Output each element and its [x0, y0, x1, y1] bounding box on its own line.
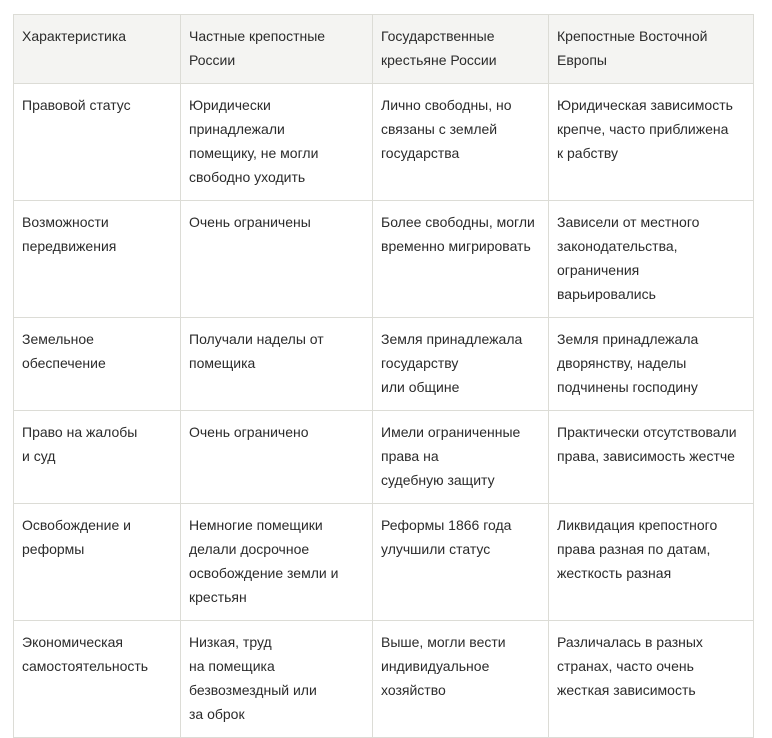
table-cell [373, 621, 549, 738]
table-cell [373, 411, 549, 504]
table-header [14, 15, 754, 84]
table-cell [373, 504, 549, 621]
cell-text: Очень ограничены [189, 214, 311, 230]
cell-text: Зависели от местного законодательства, ограничения варьировались [557, 214, 700, 302]
header-cell [549, 15, 754, 84]
cell-text: Лично свободны, но связаны с землей государства [381, 97, 512, 161]
table-cell [549, 318, 754, 411]
table-cell [14, 84, 181, 201]
table-row [14, 84, 754, 201]
header-cell [14, 15, 181, 84]
cell-text: Имели ограниченные права на судебную защиту [381, 424, 521, 488]
cell-text: Юридическая зависимость крепче, часто приближена к рабству [557, 97, 733, 161]
cell-text: Получали наделы от помещика [189, 331, 324, 371]
header-cell [181, 15, 373, 84]
table-cell [181, 201, 373, 318]
table-row [14, 201, 754, 318]
cell-text: Земля принадлежала государству или общине [381, 331, 523, 395]
table-cell [373, 84, 549, 201]
cell-text: Экономическая самостоятельность [22, 634, 149, 674]
cell-text: Немногие помещики делали досрочное освобождение земли и крестьян [189, 517, 339, 605]
header-text: Частные крепостные России [189, 28, 326, 68]
header-row [14, 15, 754, 84]
cell-text: Выше, могли вести индивидуальное хозяйство [381, 634, 506, 698]
table-cell [549, 621, 754, 738]
cell-text: Правовой статус [22, 97, 131, 113]
cell-text: Практически отсутствовали права, зависимость жестче [557, 424, 737, 464]
comparison-table [13, 14, 754, 738]
table-cell [14, 201, 181, 318]
table-cell [14, 411, 181, 504]
cell-text: Очень ограничено [189, 424, 309, 440]
table-cell [181, 318, 373, 411]
cell-text: Более свободны, могли временно мигрировать [381, 214, 535, 254]
cell-text: Земельное обеспечение [22, 331, 106, 371]
table-cell [14, 504, 181, 621]
cell-text: Освобождение и реформы [22, 517, 131, 557]
table-row [14, 504, 754, 621]
table-cell [549, 411, 754, 504]
table-row [14, 318, 754, 411]
table-cell [14, 318, 181, 411]
table-cell [373, 201, 549, 318]
cell-text: Различалась в разных странах, часто очень жесткая зависимость [557, 634, 703, 698]
cell-text: Юридически принадлежали помещику, не могли свободно уходить [189, 97, 319, 185]
table-body [14, 84, 754, 738]
table-cell [549, 504, 754, 621]
cell-text: Ликвидация крепостного права разная по датам, жесткость разная [557, 517, 718, 581]
cell-text: Реформы 1866 года улучшили статус [381, 517, 512, 557]
table-cell [373, 318, 549, 411]
header-text: Крепостные Восточной Европы [557, 28, 708, 68]
header-cell [373, 15, 549, 84]
cell-text: Право на жалобы и суд [22, 424, 138, 464]
header-text: Государственные крестьяне России [381, 28, 497, 68]
table-cell [181, 411, 373, 504]
cell-text: Земля принадлежала дворянству, наделы подчинены господину [557, 331, 699, 395]
cell-text: Возможности передвижения [22, 214, 117, 254]
table-cell [549, 84, 754, 201]
table-cell [181, 504, 373, 621]
cell-text: Низкая, труд на помещика безвозмездный или за оброк [189, 634, 317, 722]
table-cell [549, 201, 754, 318]
table-cell [181, 84, 373, 201]
table-cell [14, 621, 181, 738]
header-text: Характеристика [22, 28, 127, 44]
table-row [14, 411, 754, 504]
table-cell [181, 621, 373, 738]
table-row [14, 621, 754, 738]
